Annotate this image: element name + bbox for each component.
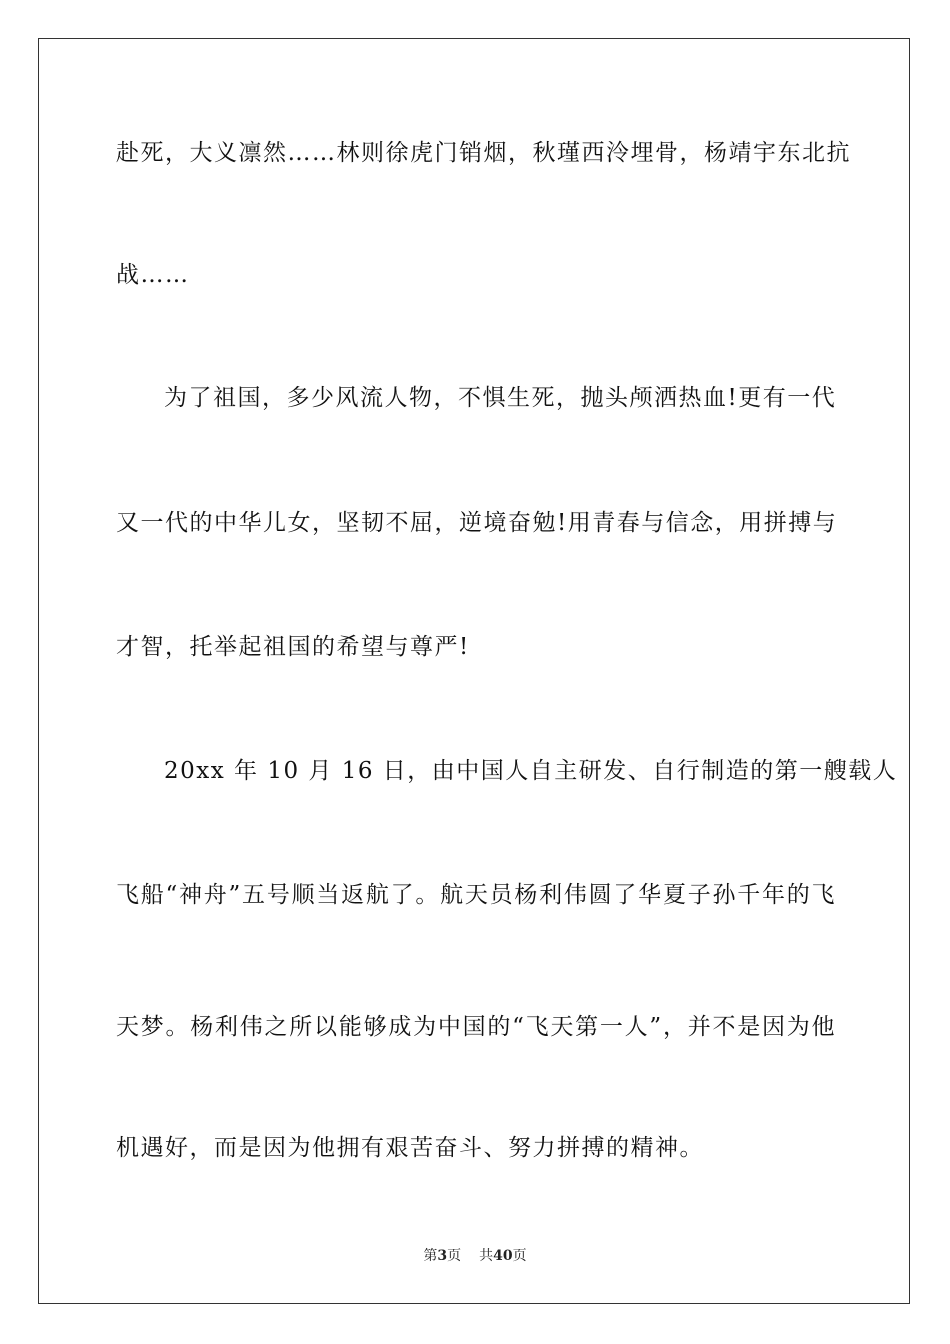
footer-page-current: 3: [437, 1248, 448, 1264]
body-line-5: 才智，托举起祖国的希望与尊严!: [116, 634, 470, 660]
body-line-9: 机遇好，而是因为他拥有艰苦奋斗、努力拼搏的精神。: [116, 1135, 704, 1161]
footer-page-total: 40: [493, 1248, 513, 1264]
footer-page-prefix: 第: [423, 1248, 438, 1264]
footer-total-suffix: 页: [512, 1248, 527, 1264]
page-footer: [0, 1247, 950, 1265]
body-line-7: 飞船“神舟”五号顺当返航了。航天员杨利伟圆了华夏子孙千年的飞: [116, 882, 836, 908]
body-line-6: 20xx 年 10 月 16 日，由中国人自主研发、自行制造的第一艘载人: [164, 758, 898, 784]
body-line-3: 为了祖国，多少风流人物，不惧生死，抛头颅洒热血!更有一代: [164, 385, 837, 411]
body-line-1: 赴死，大义凛然……林则徐虎门销烟，秋瑾西泠埋骨，杨靖宇东北抗: [116, 140, 851, 166]
body-line-8: 天梦。杨利伟之所以能够成为中国的“飞天第一人”，并不是因为他: [116, 1014, 836, 1040]
page-border: [38, 38, 910, 1304]
body-line-4: 又一代的中华儿女，坚韧不屈，逆境奋勉!用青春与信念，用拼搏与: [116, 510, 838, 536]
body-line-2: 战……: [116, 262, 190, 288]
footer-page-suffix: 页: [447, 1248, 462, 1264]
footer-total-prefix: 共: [479, 1248, 494, 1264]
